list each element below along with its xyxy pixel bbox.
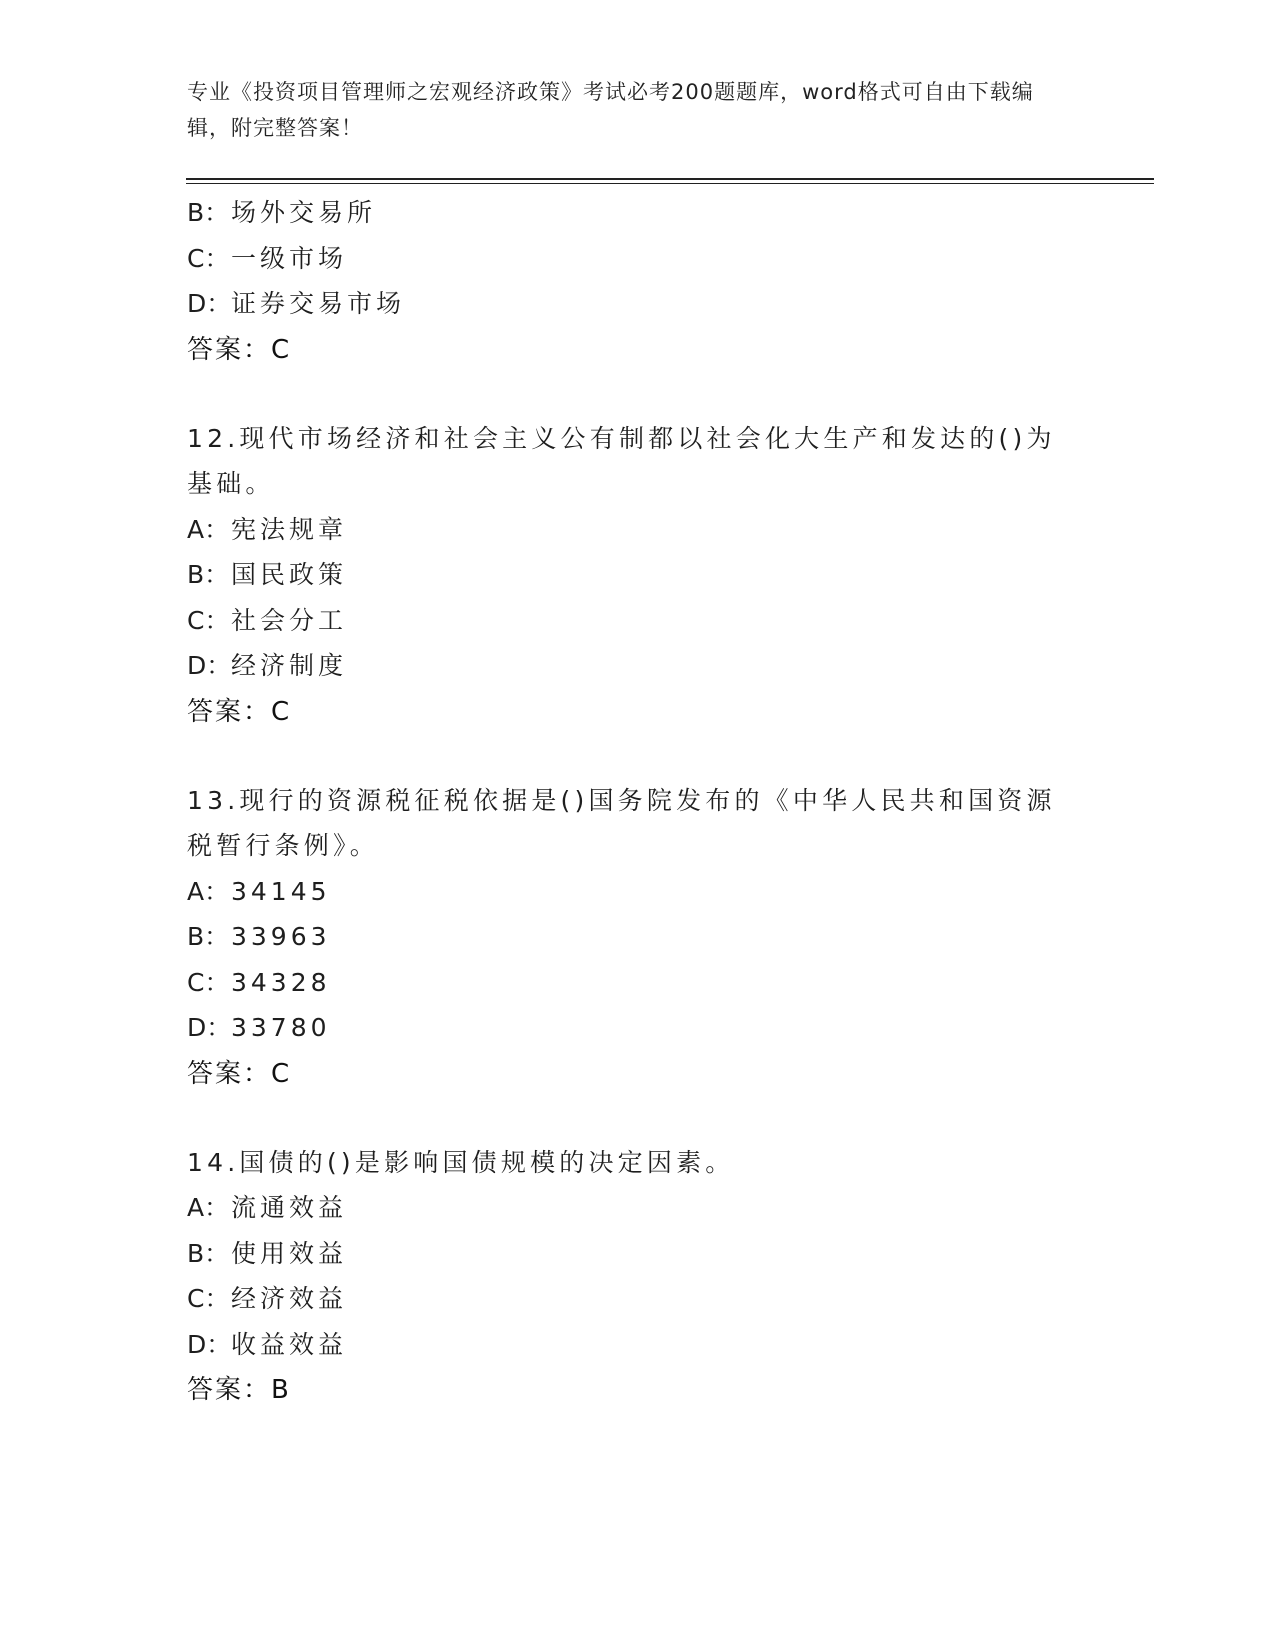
option-label: B： bbox=[187, 560, 230, 589]
option-b bbox=[187, 190, 1087, 236]
option-text: 34145 bbox=[231, 876, 331, 906]
option-text: 一级市场 bbox=[231, 243, 348, 273]
option-label: D： bbox=[187, 289, 232, 318]
option-text: 经济制度 bbox=[231, 651, 348, 680]
option-a bbox=[187, 1185, 1087, 1231]
option-label: B： bbox=[187, 1238, 230, 1268]
answer-line: 答案：C bbox=[187, 334, 292, 365]
option-text: 33963 bbox=[231, 922, 331, 951]
carry-over-question bbox=[187, 190, 1087, 373]
option-text: 收益效益 bbox=[231, 1329, 348, 1359]
option-c bbox=[187, 236, 1087, 282]
option-b bbox=[187, 552, 1087, 598]
answer-line: 答案：B bbox=[187, 1375, 291, 1405]
answer-line: 答案：C bbox=[187, 696, 292, 727]
option-text: 经济效益 bbox=[231, 1284, 348, 1313]
option-c bbox=[187, 1276, 1087, 1322]
question-stem: 12.现代市场经济和社会主义公有制都以社会化大生产和发达的()为基础。 bbox=[187, 423, 1056, 498]
option-label: C： bbox=[187, 1284, 230, 1313]
question-14 bbox=[187, 1140, 1087, 1414]
option-b bbox=[187, 914, 1087, 960]
option-text: 证券交易市场 bbox=[231, 289, 406, 318]
option-b bbox=[187, 1231, 1087, 1277]
question-stem: 13.现行的资源税征税依据是()国务院发布的《中华人民共和国资源税暂行条例》。 bbox=[187, 785, 1056, 860]
option-label: D： bbox=[187, 1329, 232, 1359]
option-a bbox=[187, 869, 1087, 915]
option-d bbox=[187, 643, 1087, 689]
option-text: 国民政策 bbox=[231, 560, 348, 589]
option-label: C： bbox=[187, 967, 230, 997]
option-a bbox=[187, 507, 1087, 553]
option-label: D： bbox=[187, 651, 232, 680]
option-label: B： bbox=[187, 198, 230, 227]
option-text: 宪法规章 bbox=[231, 514, 348, 544]
option-c bbox=[187, 960, 1087, 1006]
option-label: C： bbox=[187, 243, 230, 273]
option-label: B： bbox=[187, 922, 230, 951]
header-divider-thin bbox=[186, 183, 1154, 184]
option-label: A： bbox=[187, 1193, 230, 1222]
document-body bbox=[187, 190, 1087, 1413]
option-c bbox=[187, 598, 1087, 644]
option-text: 34328 bbox=[231, 967, 331, 997]
option-d bbox=[187, 281, 1087, 327]
option-text: 33780 bbox=[231, 1013, 331, 1042]
header-divider-thick bbox=[186, 178, 1154, 180]
document-header: 专业《投资项目管理师之宏观经济政策》考试必考200题题库，word格式可自由下载编辑，附完整答案！ bbox=[187, 80, 1034, 140]
option-label: A： bbox=[187, 876, 230, 906]
option-text: 场外交易所 bbox=[231, 198, 377, 227]
option-label: D： bbox=[187, 1013, 232, 1042]
option-d bbox=[187, 1005, 1087, 1051]
option-label: C： bbox=[187, 605, 230, 635]
question-12 bbox=[187, 416, 1087, 735]
answer-line: 答案：C bbox=[187, 1058, 292, 1089]
option-text: 流通效益 bbox=[231, 1193, 348, 1222]
option-label: A： bbox=[187, 514, 230, 544]
question-stem: 14.国债的()是影响国债规模的决定因素。 bbox=[187, 1147, 735, 1177]
option-text: 使用效益 bbox=[231, 1238, 348, 1268]
option-d bbox=[187, 1322, 1087, 1368]
option-text: 社会分工 bbox=[231, 605, 348, 635]
question-13 bbox=[187, 778, 1087, 1097]
